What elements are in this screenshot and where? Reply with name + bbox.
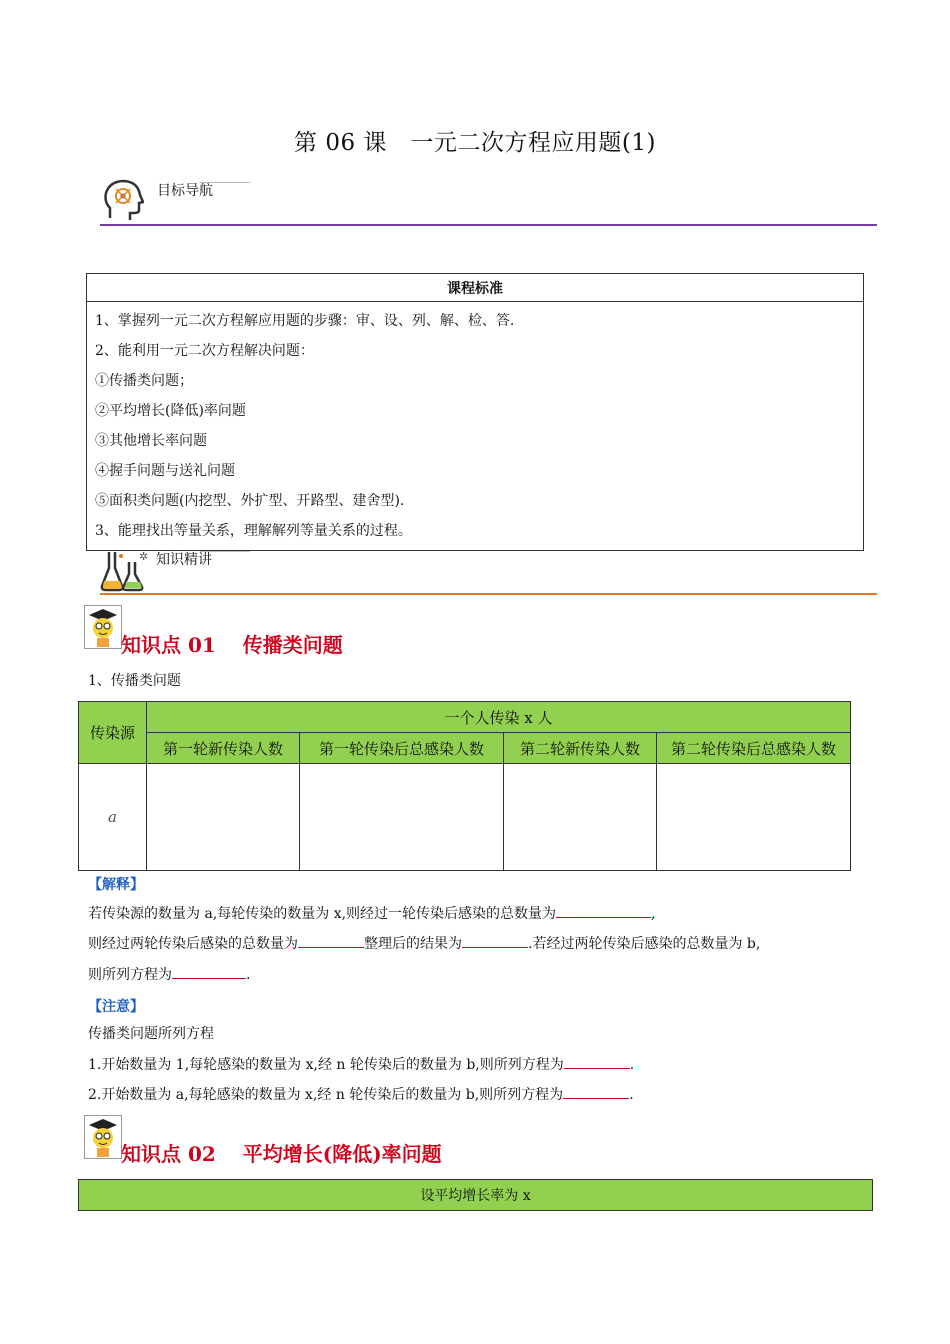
knowledge-nav-label: 知识精讲 [156,552,212,568]
column-header: 第一轮传染后总感染人数 [300,733,504,764]
note-text: 1.开始数量为 1,每轮感染的数量为 x,经 n 轮传染后的数量为 b,则所列方程为 [88,1057,564,1073]
source-cell: a [79,764,147,871]
table-cell [657,764,851,871]
note-text: . [629,1057,635,1073]
explain-text: 若传染源的数量为 a,每轮传染的数量为 x,则经过一轮传染后感染的总数量为 [88,906,557,922]
standard-line: ⑤面积类问题(内挖型、外扩型、开路型、建舍型). [95,493,405,509]
table-cell [504,764,657,871]
standard-line: 1、掌握列一元二次方程解应用题的步骤：审、设、列、解、检、答. [95,313,515,329]
note-line-2 [88,1084,634,1105]
orange-divider [100,593,877,595]
kp2-title: 知识点 02 平均增长(降低)率问题 [121,1142,442,1166]
column-header: 第一轮新传染人数 [147,733,300,764]
purple-divider [100,224,877,226]
graduate-icon [84,1115,122,1159]
page-title: 第 06 课 一元二次方程应用题(1) [294,130,656,156]
answer-blank[interactable] [172,964,246,979]
kp1-title: 知识点 01 传播类问题 [121,633,343,657]
explain-label: 【解释】 [88,877,144,893]
standard-line: ①传播类问题； [95,373,193,389]
explain-text: , [651,906,656,922]
column-header: 第二轮新传染人数 [504,733,657,764]
standard-header: 课程标准 [87,274,864,302]
explain-line-3 [88,964,250,985]
graduate-icon [84,605,122,649]
table-cell [147,764,300,871]
goal-underline [200,182,250,183]
group-header: 一个人传染 x 人 [147,702,851,733]
spread-table [78,701,851,871]
explain-text: 则经过两轮传染后感染的总数量为 [88,936,298,952]
answer-blank[interactable] [556,903,651,918]
standard-line: ②平均增长(降低)率问题 [95,403,246,419]
answer-blank[interactable] [564,1054,630,1069]
explain-line-1 [88,903,656,924]
head-brain-icon [102,178,144,224]
note-label: 【注意】 [88,999,144,1015]
explain-text: 整理后的结果为 [364,936,462,952]
standard-line: ④握手问题与送礼问题 [95,463,235,479]
course-standard-table [86,273,864,551]
explain-line-2 [88,933,760,954]
sparkle-icon: ✲ [139,550,149,563]
table-cell [300,764,504,871]
rate-table-header: 设平均增长率为 x [79,1180,873,1211]
explain-text: . [246,967,251,983]
note-text: . [629,1087,634,1103]
goal-nav-label: 目标导航 [157,183,213,199]
note-text: 2.开始数量为 a,每轮感染的数量为 x,经 n 轮传染后的数量为 b,则所列方程为 [88,1087,564,1103]
note-intro: 传播类问题所列方程 [88,1026,214,1042]
explain-text: 则所列方程为 [88,967,172,983]
rate-table [78,1179,873,1211]
column-header: 第二轮传染后总感染人数 [657,733,851,764]
answer-blank[interactable] [462,933,528,948]
note-line-1 [88,1054,634,1075]
answer-blank[interactable] [563,1084,629,1099]
source-header: 传染源 [79,702,147,764]
kp1-subtitle: 1、传播类问题 [88,673,181,689]
knowledge-underline [200,551,250,552]
standard-line: 3、能理找出等量关系，理解解列等量关系的过程。 [95,523,412,539]
standard-line: ③其他增长率问题 [95,433,207,449]
standard-line: 2、能利用一元二次方程解决问题： [95,343,314,359]
explain-text: .若经过两轮传染后感染的总数量为 b, [528,936,761,952]
standard-body [87,302,864,551]
answer-blank[interactable] [298,933,364,948]
